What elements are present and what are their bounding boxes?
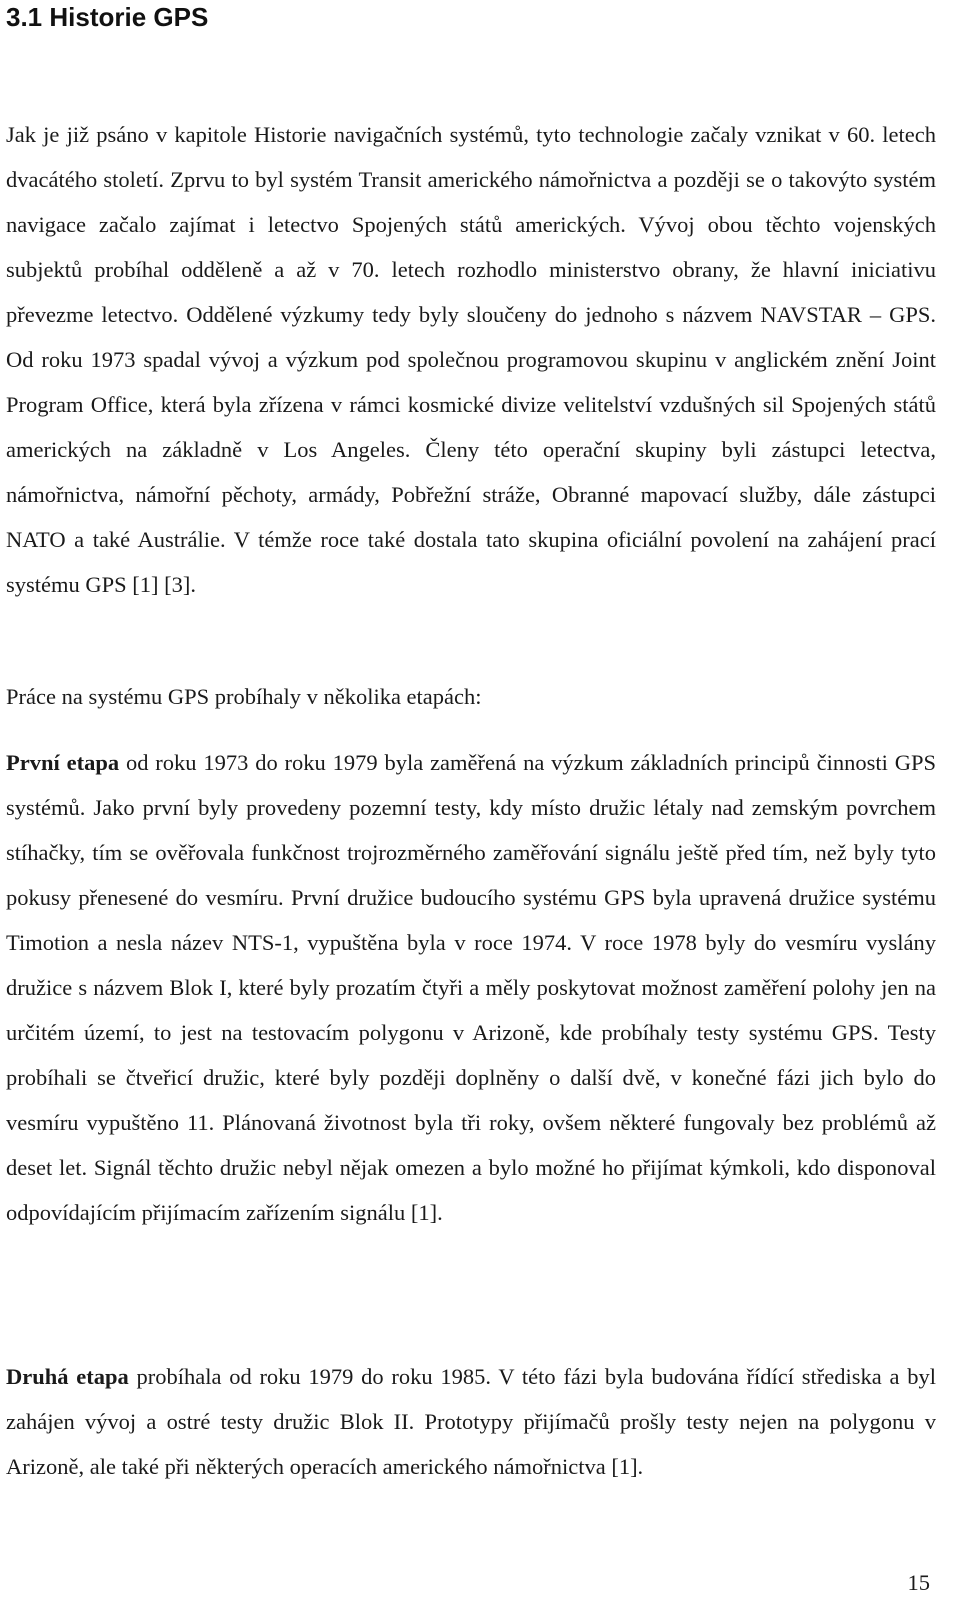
paragraph-stages-intro: Práce na systému GPS probíhaly v několika etapách: [6,684,482,709]
page-number: 15 [907,1570,930,1595]
paragraph-history-intro: Jak je již psáno v kapitole Historie navigačních systémů, tyto technologie začaly vznikat v 60. letech dvacátého století. Zprvu to byl systém Transit amerického námořnictva a později se o takovýto systém navigace začalo zajímat i letectvo Spojených států amerických. Vývoj obou těchto vojenských subjektů probíhal odděleně a až v 70. letech rozhodlo ministerstvo obrany, že hlavní iniciativu převezme letectvo. Oddělené výzkumy tedy byly sloučeny do jednoho s názvem NAVSTAR – GPS. Od roku 1973 spadal vývoj a výzkum pod společnou programovou skupinu v anglickém znění Joint Program Office, která byla zřízena v rámci kosmické divize velitelství vzdušných sil Spojených států amerických na základně v Los Angeles. Členy této operační skupiny byli zástupci letectva, námořnictva, námořní pěchoty, armády, Pobřežní stráže, Obranné mapovací služby, dále zástupci NATO a také Austrálie. V témže roce také dostala tato skupina oficiální povolení na zahájení prací systému GPS [1] [3]. [6,122,936,597]
paragraph-first-stage [6,740,936,1235]
second-stage-label: Druhá etapa [6,1364,129,1389]
section-heading: 3.1 Historie GPS [6,2,209,32]
second-stage-text: probíhala od roku 1979 do roku 1985. V této fázi byla budována řídící střediska a byl zahájen vývoj a ostré testy družic Blok II. Prototypy přijímačů prošly testy nejen na polygonu v Arizoně, ale také při některých operacích amerického námořnictva [1]. [6,1364,936,1479]
paragraph-second-stage [6,1354,936,1489]
first-stage-label: První etapa [6,750,120,775]
first-stage-text: od roku 1973 do roku 1979 byla zaměřená na výzkum základních principů činnosti GPS systémů. Jako první byly provedeny pozemní testy, kdy místo družic létaly nad zemským povrchem stíhačky, tím se ověřovala funkčnost trojrozměrného zaměřování signálu ještě před tím, než byly tyto pokusy přenesené do vesmíru. První družice budoucího systému GPS byla upravená družice systému Timotion a nesla název NTS-1, vypuštěna byla v roce 1974. V roce 1978 byly do vesmíru vyslány družice s názvem Blok I, které byly prozatím čtyři a měly poskytovat možnost zaměření polohy jen na určitém území, to jest na testovacím polygonu v Arizoně, kde probíhaly testy systému GPS. Testy probíhali se čtveřicí družic, které byly později doplněny o další dvě, v konečné fázi jich bylo do vesmíru vypuštěno 11. Plánovaná životnost byla tři roky, ovšem některé fungovaly bez problémů až deset let. Signál těchto družic nebyl nějak omezen a bylo možné ho přijímat kýmkoli, kdo disponoval odpovídajícím přijímacím zařízením signálu [1]. [6,750,936,1225]
